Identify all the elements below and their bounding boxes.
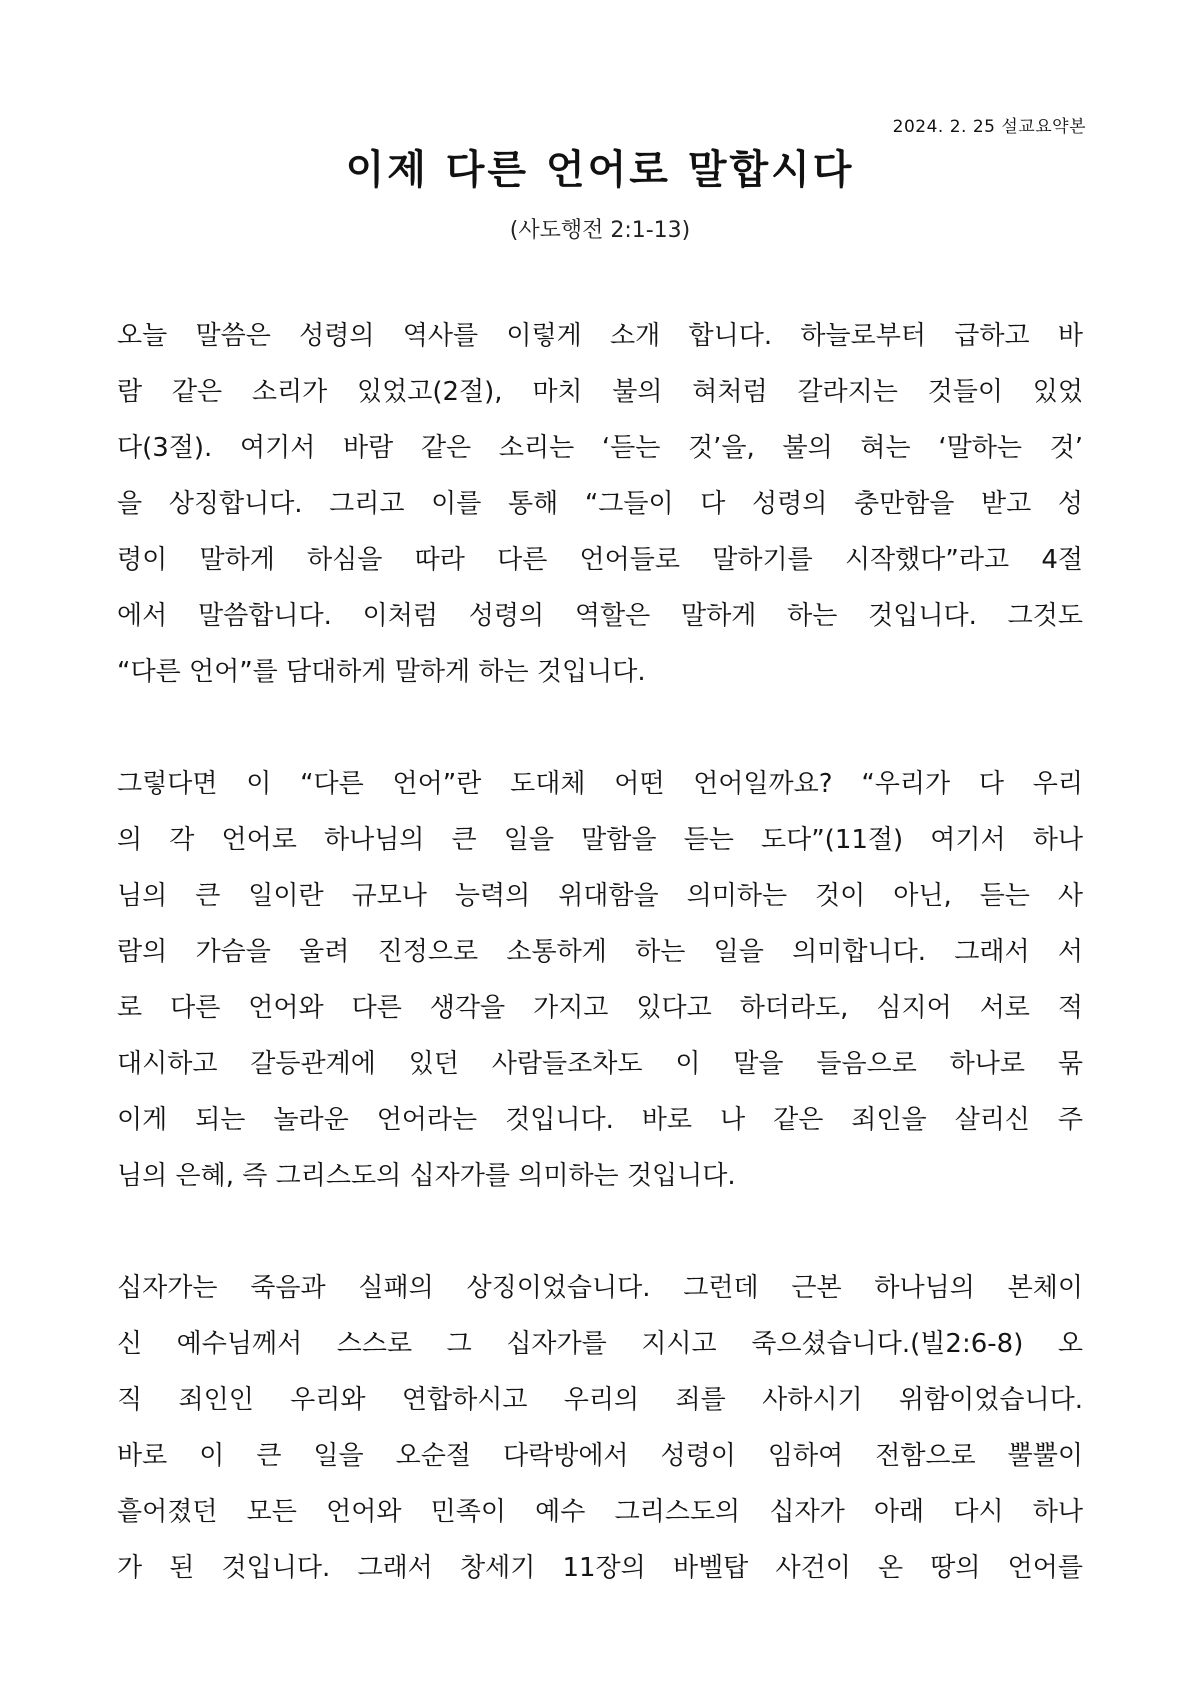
text-line: 로 다른 언어와 다른 생각을 가지고 있다고 하더라도, 심지어 서로 적 <box>117 993 1083 1023</box>
sermon-title: 이제 다른 언어로 말합시다 <box>345 147 855 193</box>
text-line: 람 같은 소리가 있었고(2절), 마치 불의 혀처럼 갈라지는 것들이 있었 <box>117 377 1083 407</box>
text-line: 대시하고 갈등관계에 있던 사람들조차도 이 말을 들음으로 하나로 묶 <box>117 1049 1083 1079</box>
text-line: 흩어졌던 모든 언어와 민족이 예수 그리스도의 십자가 아래 다시 하나 <box>117 1497 1083 1527</box>
text-line: 다(3절). 여기서 바람 같은 소리는 ‘듣는 것’을, 불의 혀는 ‘말하는 것’ <box>117 433 1083 463</box>
text-line: 가 된 것입니다. 그래서 창세기 11장의 바벨탑 사건이 온 땅의 언어를 <box>117 1553 1083 1583</box>
text-line: 의 각 언어로 하나님의 큰 일을 말함을 듣는 도다”(11절) 여기서 하나 <box>117 825 1083 855</box>
text-line: 을 상징합니다. 그리고 이를 통해 “그들이 다 성령의 충만함을 받고 성 <box>117 489 1083 519</box>
text-line: “다른 언어”를 담대하게 말하게 하는 것입니다. <box>117 657 646 687</box>
text-line: 바로 이 큰 일을 오순절 다락방에서 성령이 임하여 전함으로 뿔뿔이 <box>117 1441 1083 1471</box>
text-line: 직 죄인인 우리와 연합하시고 우리의 죄를 사하시기 위함이었습니다. <box>117 1385 1083 1415</box>
scripture-reference: (사도행전 2:1-13) <box>509 218 691 243</box>
text-line: 람의 가슴을 울려 진정으로 소통하게 하는 일을 의미합니다. 그래서 서 <box>117 937 1083 967</box>
text-line: 령이 말하게 하심을 따라 다른 언어들로 말하기를 시작했다”라고 4절 <box>117 545 1083 575</box>
paragraph-2 <box>117 756 1083 1204</box>
sermon-body <box>117 308 1083 1652</box>
text-line: 님의 은혜, 즉 그리스도의 십자가를 의미하는 것입니다. <box>117 1161 736 1191</box>
text-line: 이게 되는 놀라운 언어라는 것입니다. 바로 나 같은 죄인을 살리신 주 <box>117 1105 1083 1135</box>
paragraph-3 <box>117 1260 1083 1596</box>
text-line: 십자가는 죽음과 실패의 상징이었습니다. 그런데 근본 하나님의 본체이 <box>117 1273 1083 1303</box>
paragraph-1 <box>117 308 1083 700</box>
text-line: 에서 말씀합니다. 이처럼 성령의 역할은 말하게 하는 것입니다. 그것도 <box>117 601 1083 631</box>
text-line: 그렇다면 이 “다른 언어”란 도대체 어떤 언어일까요? “우리가 다 우리 <box>117 769 1083 799</box>
text-line: 님의 큰 일이란 규모나 능력의 위대함을 의미하는 것이 아닌, 듣는 사 <box>117 881 1083 911</box>
sermon-date: 2024. 2. 25 설교요약본 <box>892 117 1086 137</box>
text-line: 오늘 말씀은 성령의 역사를 이렇게 소개 합니다. 하늘로부터 급하고 바 <box>117 321 1083 351</box>
text-line: 신 예수님께서 스스로 그 십자가를 지시고 죽으셨습니다.(빌2:6-8) 오 <box>117 1329 1083 1359</box>
